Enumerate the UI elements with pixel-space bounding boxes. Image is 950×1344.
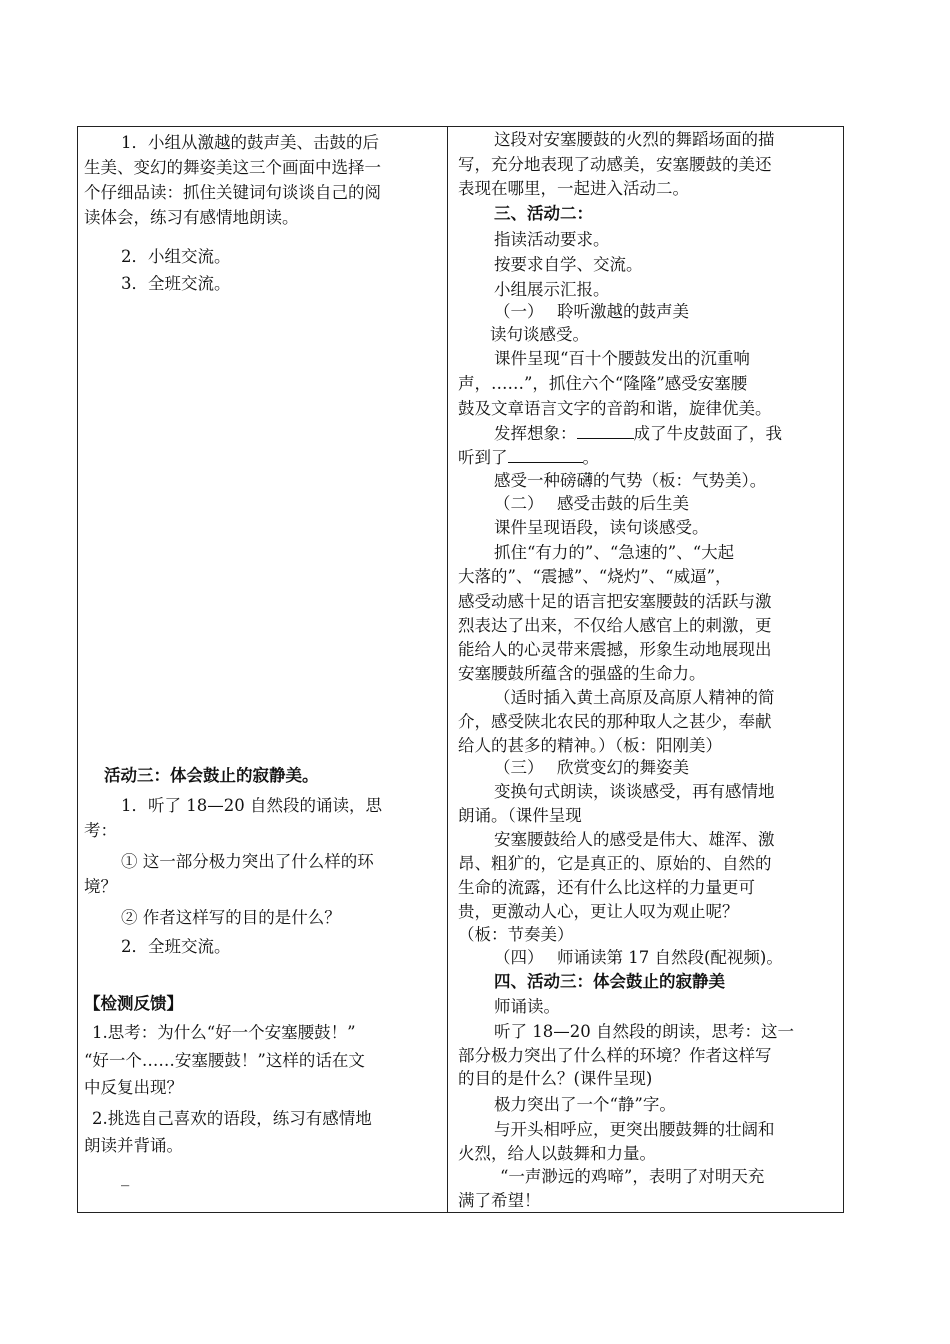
right-part1-title: （一） 聆听激越的鼓声美: [494, 302, 689, 321]
right-intro-line: 这段对安塞腰鼓的火烈的舞蹈场面的描: [494, 130, 775, 149]
right-listen-text-line: 听了 18—20 自然段的朗读，思考：这一: [494, 1022, 794, 1041]
right-part3-title: （三） 欣赏变幻的舞姿美: [494, 758, 689, 777]
right-part2-text-line: 烈表达了出来，不仅给人感官上的刺激，更: [458, 616, 772, 635]
left-class-exchange: 3．全班交流。: [121, 274, 231, 293]
right-echo-line: 火烈，给人以鼓舞和力量。: [458, 1144, 656, 1163]
right-echo-line: 与开头相呼应，更突出腰鼓舞的壮阔和: [494, 1120, 775, 1139]
left-group-read-line: 1．小组从激越的鼓声美、击鼓的后: [121, 133, 379, 152]
right-imagine-suffix: 成了牛皮鼓面了，我: [633, 424, 782, 443]
right-part2-text-line: 大落的”、“震撼”、“烧灼”、“威逼”，: [458, 567, 732, 586]
right-activity2-title: 三、活动二：: [494, 204, 593, 223]
right-imagine-line: [494, 422, 782, 445]
left-feedback-1-line: “好一个……安塞腰鼓！”这样的话在文: [84, 1051, 365, 1070]
right-rooster-line: “一声渺远的鸡啼”，表明了对明天充: [500, 1167, 765, 1186]
fill-blank[interactable]: [577, 422, 634, 439]
left-activity3-q2: 2．全班交流。: [121, 937, 231, 956]
right-part1-text-line: 鼓及文章语言文字的音韵和谐，旋律优美。: [458, 399, 772, 418]
right-part3-feel-line: 生命的流露，还有什么比这样的力量更可: [458, 878, 755, 897]
right-report: 小组展示汇报。: [494, 280, 610, 299]
left-activity3-title: 活动三：体会鼓止的寂静美。: [104, 766, 319, 785]
right-part3-text-line: 朗诵。（课件呈现: [458, 806, 582, 825]
left-activity3-q1-line: 考：: [84, 821, 117, 840]
column-divider: [447, 126, 448, 1213]
right-rooster-line: 满了希望！: [458, 1191, 541, 1210]
right-part2-insert-line: （适时插入黄土高原及高原人精神的简: [494, 688, 775, 707]
left-trailing-dash: _: [121, 1167, 130, 1186]
right-part3-feel-line: 贵，更激动人心，更让人叹为观止呢？: [458, 902, 739, 921]
right-part3-feel-line: 安塞腰鼓给人的感受是伟大、雄浑、激: [494, 830, 775, 849]
right-self-study: 按要求自学、交流。: [494, 255, 643, 274]
left-group-read-line: 生美、变幻的舞姿美这三个画面中选择一: [84, 158, 381, 177]
right-part2-text-line: 安塞腰鼓所蕴含的强盛的生命力。: [458, 664, 706, 683]
right-part1-text-line: 声，……”，抓住六个“隆隆”感受安塞腰: [458, 374, 748, 393]
right-intro-line: 表现在哪里，一起进入活动二。: [458, 179, 689, 198]
left-feedback-2-line: 朗读并背诵。: [84, 1136, 183, 1155]
right-intro-line: 写，充分地表现了动感美，安塞腰鼓的美还: [458, 155, 772, 174]
right-part3-feel-line: 昂、粗犷的，它是真正的、原始的、自然的: [458, 854, 772, 873]
right-part2-text-line: 感受动感十足的语言把安塞腰鼓的活跃与激: [458, 592, 772, 611]
right-guide: 指读活动要求。: [494, 230, 610, 249]
right-part3-feel-line: （板：节奏美）: [458, 925, 574, 944]
right-feel-momentum: 感受一种磅礴的气势（板：气势美）。: [494, 471, 767, 490]
fill-blank[interactable]: [508, 446, 583, 463]
right-heard-prefix: 听到了: [458, 448, 508, 467]
left-group-read-line: 读体会，练习有感情地朗读。: [84, 208, 299, 227]
right-listen-text-line: 的目的是什么？(课件呈现): [458, 1069, 653, 1088]
right-part3-text-line: 变换句式朗读，谈谈感受，再有感情地: [494, 782, 775, 801]
left-feedback-title: 【检测反馈】: [84, 994, 183, 1013]
right-imagine-prefix: 发挥想象：: [494, 424, 577, 443]
right-activity3-title: 四、活动三：体会鼓止的寂静美: [494, 972, 725, 991]
right-heard-line: [458, 446, 599, 469]
left-activity3-q1a-line: 境？: [84, 877, 117, 896]
left-group-read-line: 个仔细品读：抓住关键词句谈谈自己的阅: [84, 183, 381, 202]
right-heard-suffix: 。: [582, 448, 599, 467]
right-part1-read: 读句谈感受。: [490, 325, 589, 344]
left-group-exchange: 2．小组交流。: [121, 247, 231, 266]
left-feedback-1-line: 1.思考：为什么“好一个安塞腰鼓！”: [92, 1023, 356, 1042]
right-part2-title: （二） 感受击鼓的后生美: [494, 494, 689, 513]
right-part4-title: （四） 师诵读第 17 自然段(配视频)。: [494, 948, 783, 967]
right-teacher-read: 师诵读。: [494, 997, 560, 1016]
right-part1-text-line: 课件呈现“百十个腰鼓发出的沉重响: [494, 349, 750, 368]
left-activity3-q1-line: 1．听了 18—20 自然段的诵读，思: [121, 796, 382, 815]
right-listen-text-line: 部分极力突出了什么样的环境？作者这样写: [458, 1046, 772, 1065]
right-part2-show: 课件呈现语段，读句谈感受。: [494, 518, 709, 537]
left-feedback-2-line: 2.挑选自己喜欢的语段，练习有感情地: [92, 1109, 372, 1128]
left-activity3-q1b: ② 作者这样写的目的是什么？: [121, 908, 341, 927]
left-activity3-q1a-line: ① 这一部分极力突出了什么样的环: [121, 852, 374, 871]
right-part2-insert-line: 给人的甚多的精神。）（板：阳刚美）: [458, 736, 722, 755]
right-quiet: 极力突出了一个“静”字。: [494, 1095, 676, 1114]
right-part2-text-line: 能给人的心灵带来震撼，形象生动地展现出: [458, 640, 772, 659]
left-feedback-1-line: 中反复出现？: [84, 1078, 183, 1097]
right-part2-text-line: 抓住“有力的”、“急速的”、“大起: [494, 543, 735, 562]
right-part2-insert-line: 介，感受陕北农民的那种取人之甚少，奉献: [458, 712, 772, 731]
